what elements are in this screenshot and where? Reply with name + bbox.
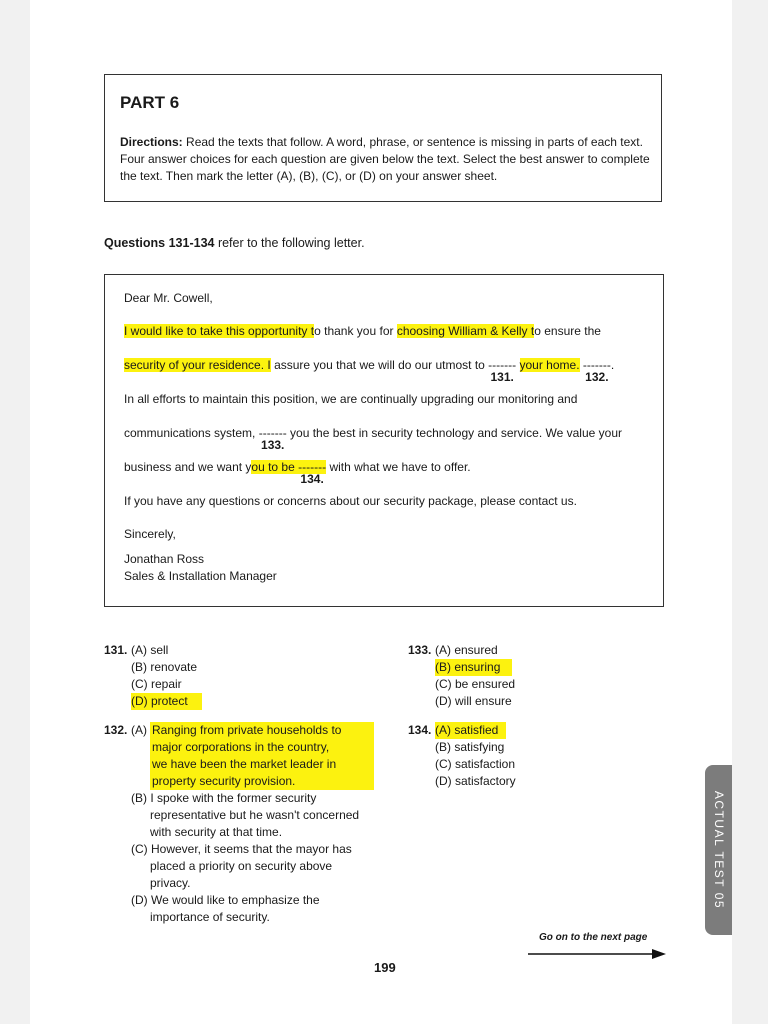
page-number: 199 <box>374 960 396 975</box>
question-number: 134. <box>408 723 432 737</box>
blank-131: ------- 131. <box>488 358 517 384</box>
side-tab-label: ACTUAL TEST 05 <box>711 790 726 910</box>
blank-number-131: 131. <box>490 370 514 384</box>
question-133 <box>408 642 608 710</box>
sender-name: Jonathan Ross <box>124 552 205 566</box>
question-number: 131. <box>104 643 128 657</box>
go-next-page-text: Go on to the next page <box>539 932 648 943</box>
option-c: (C) However, it seems that the mayor has placed a priority on security above privacy. <box>131 842 352 890</box>
highlighted-text: your home. <box>519 358 580 372</box>
letter-line-2: security of your residence. I assure you that we will do our utmost to ------- 131. your home. ------- 132. . <box>124 358 615 384</box>
option-c: (C) be ensured <box>435 677 516 691</box>
letter-line-1: I would like to take this opportunity to thank you for choosing William & Kelly to ensure the <box>124 324 601 338</box>
highlighted-text: choosing William & Kelly t <box>396 324 535 338</box>
option-a: Ranging from private households to major corporations in the country, we have been the market leader in property security provision. <box>150 722 374 790</box>
section-side-tab <box>705 765 732 935</box>
part-title: PART 6 <box>120 93 180 112</box>
letter-line-5: business and we want you to be ------- 134. with what we have to offer. <box>124 460 471 486</box>
highlighted-text: security of your residence. I <box>124 358 271 372</box>
sender-title: Sales & Installation Manager <box>124 569 277 583</box>
letter-salutation: Dear Mr. Cowell, <box>124 291 213 305</box>
blank-number-133: 133. <box>261 438 285 452</box>
letter-box <box>104 274 664 607</box>
question-number: 132. <box>104 723 128 737</box>
option-a-label: (A) <box>131 723 147 737</box>
option-d: (D) protect <box>131 693 202 710</box>
questions-heading: Questions 131-134 refer to the following letter. <box>104 236 365 250</box>
option-b: (B) renovate <box>131 660 198 674</box>
question-134 <box>408 722 608 790</box>
directions-label: Directions: <box>120 135 183 149</box>
option-d: (D) We would like to emphasize the importance of security. <box>131 893 320 924</box>
letter-line-3: In all efforts to maintain this position, we are continually upgrading our monitoring and <box>124 392 578 406</box>
right-arrow-icon <box>528 947 668 961</box>
highlighted-text: I would like to take this opportunity t <box>124 324 315 338</box>
letter-closing: Sincerely, <box>124 527 176 541</box>
option-a: (A) ensured <box>435 643 498 657</box>
option-c: (C) repair <box>131 677 182 691</box>
blank-134: ------- 134. <box>298 460 327 486</box>
option-d: (D) satisfactory <box>435 774 516 788</box>
option-b: (B) satisfying <box>435 740 505 754</box>
questions-range: Questions 131-134 <box>104 236 215 250</box>
blank-133: ------- 133. <box>258 426 287 452</box>
letter-line-6: If you have any questions or concerns about our security package, please contact us. <box>124 494 577 508</box>
option-b: (B) ensuring <box>435 659 512 676</box>
option-d: (D) will ensure <box>435 694 512 708</box>
blank-number-134: 134. <box>300 472 324 486</box>
option-b: (B) I spoke with the former security representative but he wasn't concerned with security at that time. <box>131 791 360 839</box>
question-number: 133. <box>408 643 432 657</box>
blank-132: ------- 132. <box>582 358 611 384</box>
highlighted-text: ou to be <box>251 460 299 474</box>
part-6-box <box>104 74 662 202</box>
question-131 <box>104 642 364 710</box>
question-132 <box>104 722 394 926</box>
option-a: (A) sell <box>131 643 169 657</box>
directions-text: Directions: Read the texts that follow. A word, phrase, or sentence is missing in parts of each text. Four answer choices for each question are given below the text. Select the best answer to complete the text. Then mark the letter (A), (B), (C), or (D) on your answer sheet. <box>120 135 650 183</box>
blank-number-132: 132. <box>585 370 609 384</box>
letter-line-4: communications system, ------- 133. you the best in security technology and service. We value your <box>124 426 622 452</box>
option-c: (C) satisfaction <box>435 757 516 771</box>
option-a: (A) satisfied <box>435 722 506 739</box>
